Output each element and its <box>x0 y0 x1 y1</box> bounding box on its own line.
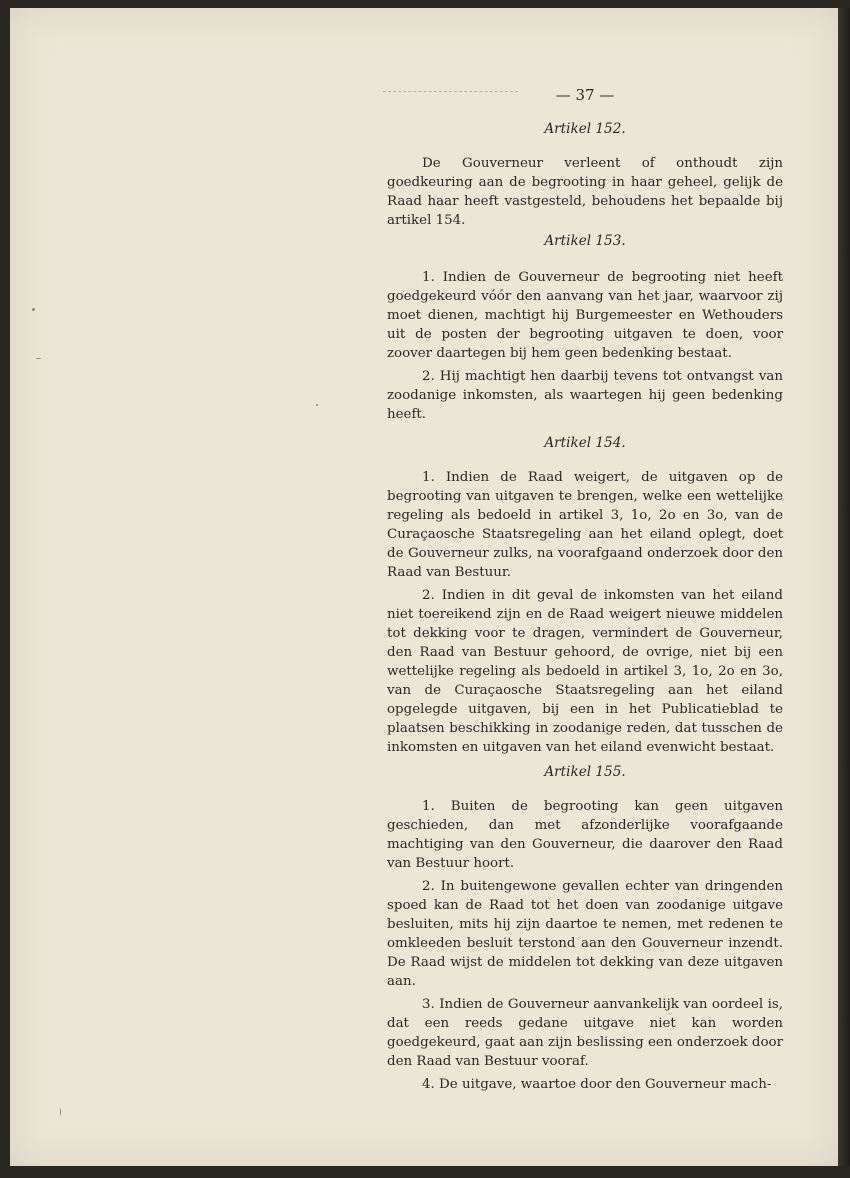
article-heading: Artikel 154. <box>544 435 626 451</box>
article-155 <box>387 763 783 1094</box>
article-153 <box>387 232 783 424</box>
article-154 <box>387 434 783 757</box>
article-paragraph: De Gouverneur verleent of onthoudt zijn goedkeuring aan de begrooting in haar geheel, gelijk de Raad haar heeft vastgesteld, behoudens het bepaalde bij artikel 154. <box>387 156 783 228</box>
article-paragraph: 1. Indien de Raad weigert, de uitgaven op de begrooting van uitgaven te brengen, welke een wettelijke regeling als bedoeld in artikel 3, 1o, 2o en 3o, van de Curaçaosche Staatsregeling aan het eiland oplegt, doet de Gouverneur zulks, na voorafgaand onderzoek door den Raad van Bestuur. <box>387 470 783 580</box>
scan-speck <box>316 404 318 406</box>
article-heading: Artikel 153. <box>544 233 626 249</box>
scan-speck <box>36 358 41 359</box>
article-paragraph: 2. In buitengewone gevallen echter van dringenden spoed kan de Raad tot het doen van zoodanige uitgave besluiten, mits hij zijn daartoe te nemen, met redenen te omkleeden besluit terstond aan den Gouverneur inzendt. De Raad wijst de middelen tot dekking van deze uitgaven aan. <box>387 879 783 989</box>
article-paragraph: 2. Hij machtigt hen daarbij tevens tot ontvangst van zoodanige inkomsten, als waartegen hij geen bedenking heeft. <box>387 369 783 422</box>
scan-speck <box>32 308 35 311</box>
article-paragraph: 1. Buiten de begrooting kan geen uitgaven geschieden, dan met afzonderlijke voorafgaande machtiging van den Gouverneur, die daarover den Raad van Bestuur hoort. <box>387 799 783 871</box>
article-heading: Artikel 155. <box>544 764 626 780</box>
article-152 <box>387 120 783 230</box>
page-edge-shadow <box>838 8 850 1166</box>
page-number: — 37 — <box>555 86 615 104</box>
article-heading: Artikel 152. <box>544 121 626 137</box>
article-paragraph: 4. De uitgave, waartoe door den Gouverneur mach- <box>422 1077 772 1092</box>
article-paragraph: 1. Indien de Gouverneur de begrooting niet heeft goedgekeurd vóór den aanvang van het jaar, waarvoor zij moet dienen, machtigt hij Burgemeester en Wethouders uit de posten der begrooting uitgaven te doen, voor zoover daartegen bij hem geen bedenking bestaat. <box>387 270 783 361</box>
article-paragraph: 3. Indien de Gouverneur aanvankelijk van oordeel is, dat een reeds gedane uitgave niet kan worden goedgekeurd, gaat aan zijn beslissing een onderzoek door den Raad van Bestuur vooraf. <box>387 997 783 1069</box>
article-paragraph: 2. Indien in dit geval de inkomsten van het eiland niet toereikend zijn en de Raad weigert nieuwe middelen tot dekking voor te dragen, vermindert de Gouverneur, den Raad van Bestuur gehoord, de ovrige, niet bij een wettelijke regeling als bedoeld in artikel 3, 1o, 2o en 3o, van de Curaçaosche Staatsregeling aan het eiland opgelegde uitgaven, bij een in het Publicatieblad te plaatsen beschikking in zoodanige reden, dat tusschen de inkomsten en uitgaven van het eiland evenwicht bestaat. <box>387 588 783 755</box>
scan-speck <box>60 1108 61 1116</box>
